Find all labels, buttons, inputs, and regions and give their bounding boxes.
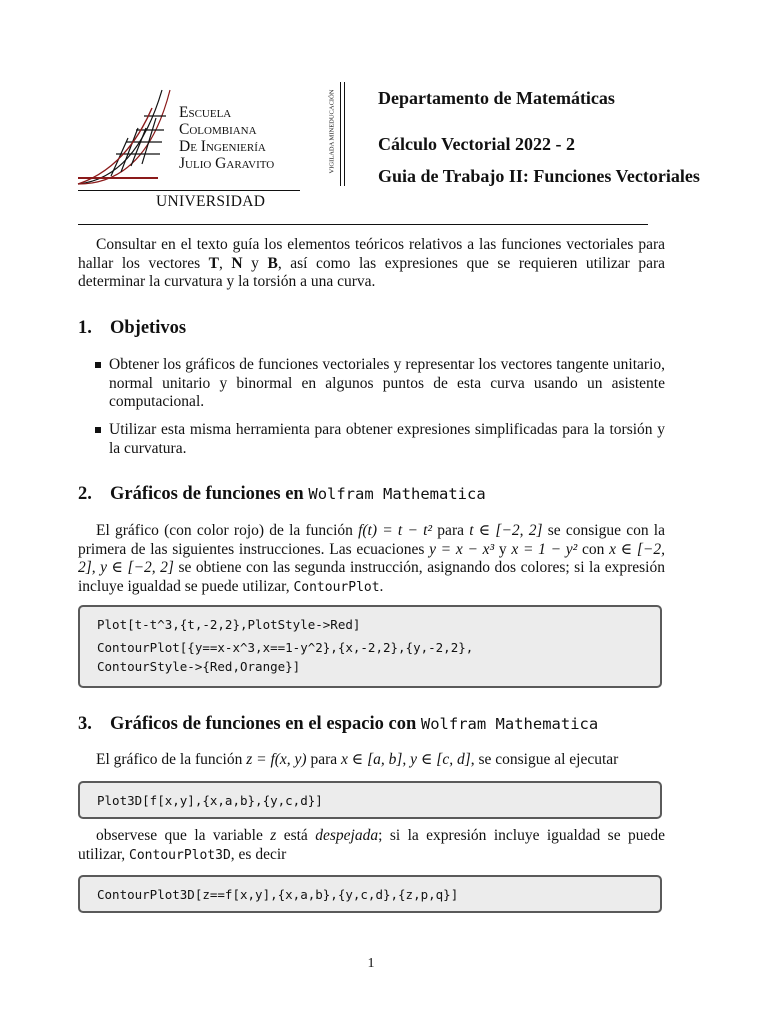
section-3-note: observese que la variable z está despejada; si la expresión incluye igualdad se puede utilizar, ContourPlot3D, es decir (78, 827, 665, 863)
code-line: ContourPlot[{y==x-x^3,x==1-y^2},{x,-2,2},{y,-2,2}, (97, 640, 474, 655)
section-3-paragraph: El gráfico de la función z = f(x, y) para x ∈ [a, b], y ∈ [c, d], se consigue al ejecutar (96, 751, 619, 768)
bullet-square-icon (95, 427, 101, 433)
code-block-plot (78, 605, 662, 688)
vector-b: B (267, 254, 278, 272)
code-block-plot3d (78, 781, 662, 819)
school-name (179, 104, 274, 172)
section-2-heading: 2. Gráficos de funciones en Wolfram Mathematica (78, 484, 486, 504)
logo-curve-icon (76, 88, 176, 188)
section-1-heading: 1. Objetivos (78, 318, 187, 338)
universidad-label: UNIVERSIDAD (156, 193, 266, 210)
logo-divider (78, 177, 158, 179)
course-title: Cálculo Vectorial 2022 - 2 (378, 134, 575, 154)
school-line: Julio Garavito (179, 155, 275, 172)
school-line: Escuela (179, 104, 232, 121)
bullet-square-icon (95, 362, 101, 368)
header-divider-vertical (344, 82, 345, 186)
list-item: Obtener los gráficos de funciones vectoriales y representar los vectores tangente unitario, normal unitario y binormal en algunos puntos de esta curva usando un asistente computacional. (95, 356, 665, 412)
header-rule (78, 224, 648, 225)
intro-paragraph: Consultar en el texto guía los elementos teóricos relativos a las funciones vectoriales para hallar los vectores T, N y B, así como las expresiones que se requieren utilizar para determinar la curvatura y la torsión a una curva. (78, 236, 666, 290)
university-logo (76, 84, 304, 214)
vector-n: N (231, 254, 243, 272)
code-block-contourplot3d (78, 875, 662, 913)
school-line: Colombiana (179, 121, 257, 138)
code-line: Plot[t-t^3,{t,-2,2},PlotStyle->Red] (97, 617, 361, 632)
section-2-paragraph: El gráfico (con color rojo) de la función f(t) = t − t² para t ∈ [−2, 2] se consigue con la primera de las siguientes instrucciones. Las ecuaciones y = x − x³ y x = 1 − y² con x ∈ [−2, 2], y ∈ [−2, 2] se obtiene con las segunda instrucción, asignando dos colores; si la expresión incluye igualdad se puede utilizar, ContourPlot. (78, 522, 665, 595)
vigilada-text: VIGILADA MINEDUCACIÓN (326, 82, 341, 186)
code-line: Plot3D[f[x,y],{x,a,b},{y,c,d}] (97, 793, 323, 808)
section-3-heading: 3. Gráficos de funciones en el espacio con Wolfram Mathematica (78, 714, 599, 734)
page-number: 1 (367, 956, 375, 971)
department-title: Departamento de Matemáticas (378, 88, 615, 108)
school-line: De Ingeniería (179, 138, 266, 155)
code-line: ContourStyle->{Red,Orange}] (97, 659, 301, 674)
logo-underline (78, 190, 300, 191)
guide-title: Guia de Trabajo II: Funciones Vectoriales (378, 166, 700, 186)
code-line: ContourPlot3D[z==f[x,y],{x,a,b},{y,c,d},{z,p,q}] (97, 887, 459, 902)
vector-t: T (208, 254, 219, 272)
list-item: Utilizar esta misma herramienta para obtener expresiones simplificadas para la torsión y la curvatura. (95, 421, 665, 458)
